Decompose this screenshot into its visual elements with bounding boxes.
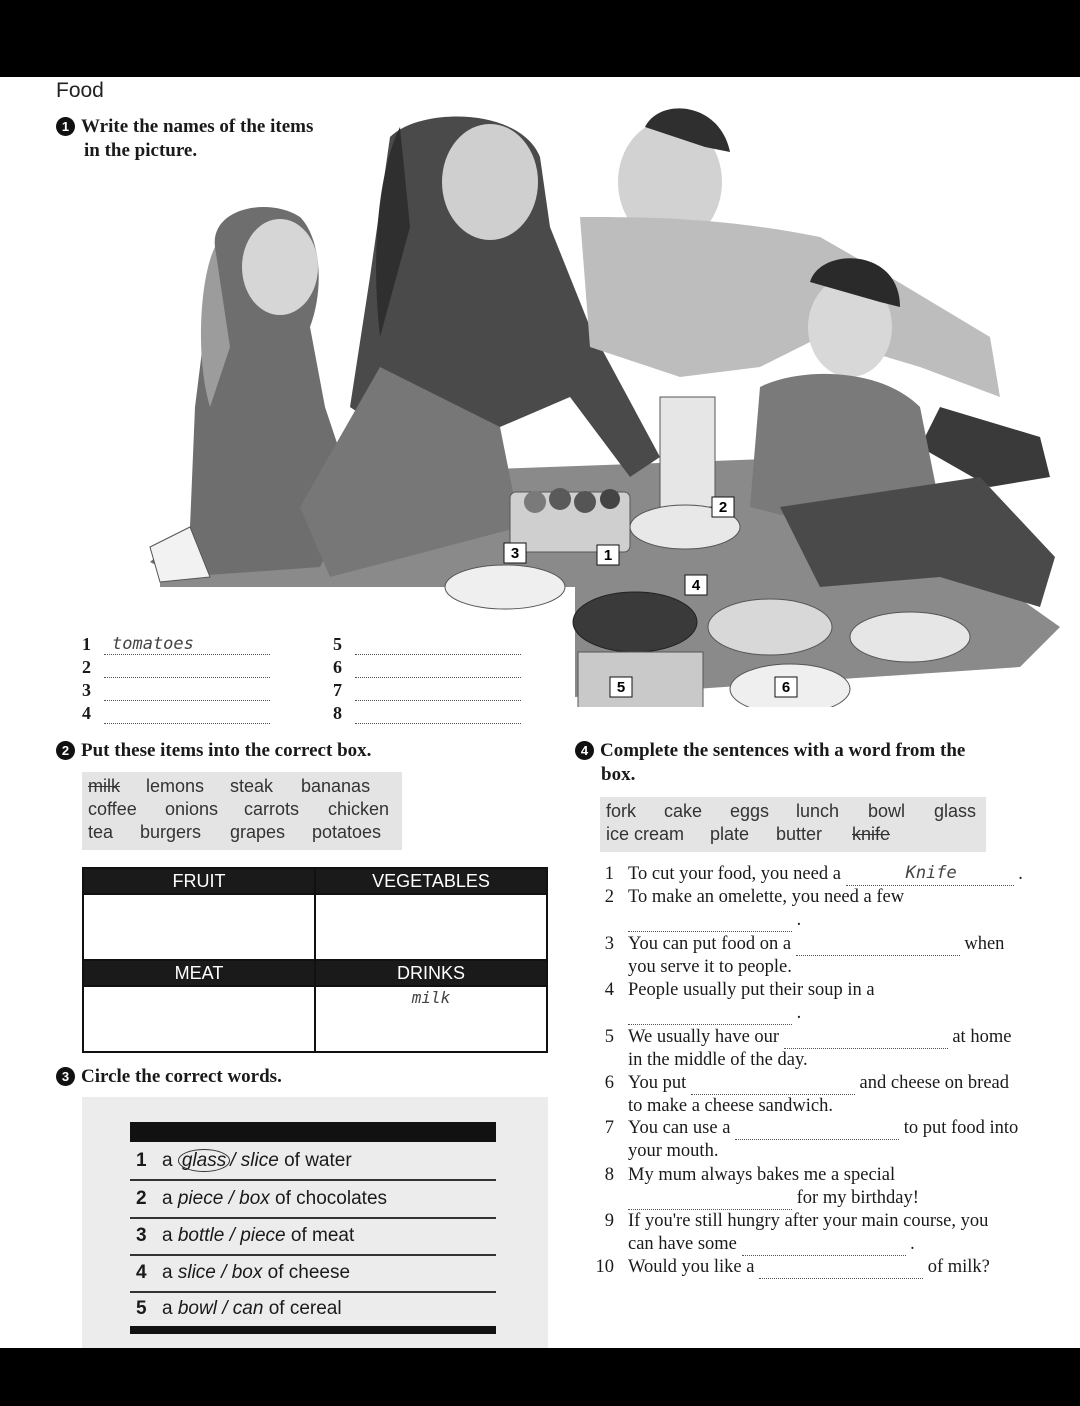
ex1-answer-5: 5 (333, 634, 521, 655)
ex3-bottom-bar (130, 1326, 496, 1334)
ex3-row-5: 5 a bowl / can of cereal (136, 1298, 342, 1319)
worksheet-page: Food 1 Write the names of the items in the picture. 1 2 3 4 5 6 1 tomatoes 2 3 4 5 6 7 8 2 Put these items into the correct box. milk lemons steak bananas coffee onions carrots chicken tea burgers grapes potatoes FRUIT VEGETABLES MEAT DRINKS milk 3 Circle the correct words. 1 a glass / slice of water 2 a piece / box of chocolates 3 a bottle / piece of meat 4 a slice / box of cheese 5 a bowl / can of cereal 4 Complete the sentences with a word from the box. fork cake eggs lunch bowl glass ice cream plate butter knife 1 To cut your food, you need a Knife . 2 To make an omelette, you need a few . 3 You can put food on a when you serve it to people. 4 People usually put their soup in a . 5 We usually have our at home in the middle of the day. 6 You put and cheese on bread to make a cheese sandwich. 7 You can use a to put food into your mouth. 8 My mum always bakes me a special for my birthday! 9 If you're still hungry after your main course, you can have some . 10 Would you like a of milk? (0, 77, 1080, 1348)
sentence-4-blank[interactable] (628, 1006, 792, 1025)
ex1-title-line1: Write the names of the items (81, 116, 314, 137)
ex3-row-1: 1 a glass / slice of water (130, 1143, 496, 1181)
ex4-heading: 4 Complete the sentences with a word from the box. (575, 739, 965, 787)
sentence-1-handwritten: Knife (905, 863, 957, 883)
answer-field-4[interactable] (104, 705, 270, 724)
fruit-plate (850, 612, 970, 662)
ex1-answer-1: 1 tomatoes (82, 634, 270, 655)
ex1-number: 1 (56, 117, 75, 136)
ex3-top-bar (130, 1122, 496, 1142)
answer-field-1[interactable] (104, 636, 270, 655)
pizza (708, 599, 832, 655)
page-title: Food (56, 79, 104, 102)
picture-label-2: 2 (718, 499, 728, 516)
ex1-answer-3: 3 (82, 680, 270, 701)
chicken-tray (578, 652, 703, 707)
ex3-row-2: 2 a piece / box of chocolates (130, 1181, 496, 1219)
ex2-heading: 2 Put these items into the correct box. (56, 739, 371, 763)
answer-field-2[interactable] (104, 659, 270, 678)
picture-label-1: 1 (603, 547, 613, 564)
sentence-1-blank[interactable] (846, 863, 1014, 886)
picture-label-4: 4 (691, 577, 701, 594)
answer-field-5[interactable] (355, 636, 521, 655)
sentence-2-blank[interactable] (628, 913, 792, 932)
ex2-title: Put these items into the correct box. (81, 740, 372, 761)
picture-label-3: 3 (510, 545, 520, 562)
sentence-6-blank[interactable] (691, 1076, 855, 1095)
header-meat: MEAT (83, 960, 315, 986)
ex3-title: Circle the correct words. (81, 1066, 282, 1087)
header-fruit: FRUIT (83, 868, 315, 894)
ex1-answer-2: 2 (82, 657, 270, 678)
fruit-box[interactable] (83, 894, 315, 960)
sentence-10-blank[interactable] (759, 1260, 923, 1279)
vegetables-box[interactable] (315, 894, 547, 960)
option-slice[interactable]: slice (240, 1150, 279, 1171)
ex1-answer-7: 7 (333, 680, 521, 701)
ex1-answer-8: 8 (333, 703, 521, 724)
sentence-5-blank[interactable] (784, 1030, 948, 1049)
drinks-handwritten: milk (411, 988, 451, 1007)
ex3-box (82, 1097, 548, 1348)
milk-carton (660, 397, 715, 507)
word-milk: milk (88, 776, 120, 796)
ex1-title-line2: in the picture. (84, 140, 198, 161)
word-knife: knife (852, 824, 891, 844)
ex3-heading: 3 Circle the correct words. (56, 1065, 282, 1089)
sentence-3-blank[interactable] (796, 937, 960, 956)
answer-field-3[interactable] (104, 682, 270, 701)
cake (573, 592, 697, 652)
category-table (82, 867, 548, 1053)
ex2-word-box: milk lemons steak bananas coffee onions carrots chicken tea burgers grapes potatoes (82, 772, 402, 850)
drinks-box[interactable] (315, 986, 547, 1052)
picture-label-6: 6 (781, 679, 791, 696)
answer-field-7[interactable] (355, 682, 521, 701)
ex1-answer-6: 6 (333, 657, 521, 678)
answer-field-6[interactable] (355, 659, 521, 678)
header-vegetables: VEGETABLES (315, 868, 547, 894)
ex3-row-3: 3 a bottle / piece of meat (130, 1218, 496, 1256)
header-drinks: DRINKS (315, 960, 547, 986)
meat-box[interactable] (83, 986, 315, 1052)
answer-field-8[interactable] (355, 705, 521, 724)
sentence-7-blank[interactable] (735, 1121, 899, 1140)
sentence-8-blank[interactable] (628, 1191, 792, 1210)
picnic-illustration (120, 107, 1070, 707)
ex4-word-box: fork cake eggs lunch bowl glass ice cream plate butter knife (600, 797, 986, 852)
ex1-answer-4: 4 (82, 703, 270, 724)
ex4-title-line2: box. (601, 764, 636, 785)
ex4-title-line1: Complete the sentences with a word from the (600, 740, 966, 761)
option-glass-circled[interactable]: glass (178, 1149, 230, 1172)
ex3-row-4: 4 a slice / box of cheese (130, 1255, 496, 1293)
answer-1-handwritten: tomatoes (112, 634, 194, 654)
picture-label-5: 5 (616, 679, 626, 696)
sentence-9-blank[interactable] (742, 1237, 906, 1256)
chicken-plate (445, 565, 565, 609)
